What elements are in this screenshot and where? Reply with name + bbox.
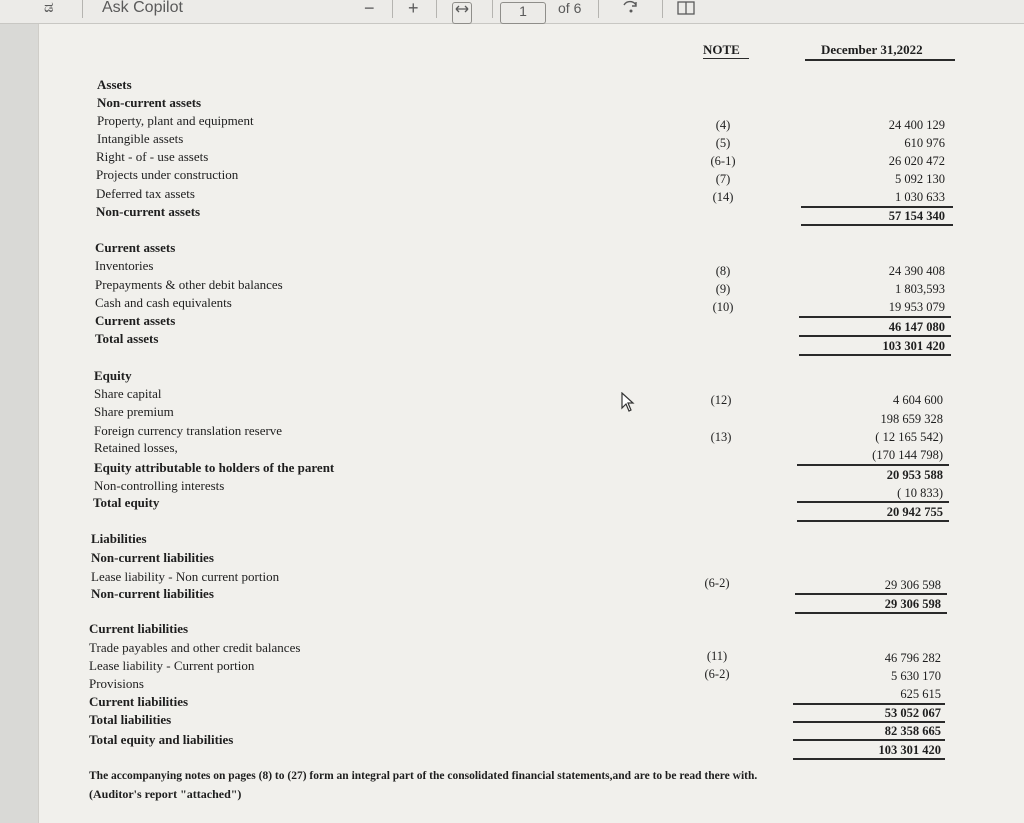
row-value: ( 10 833) — [897, 486, 943, 500]
section-title-liabilities: Liabilities — [91, 531, 147, 546]
row-value: 1 030 633 — [895, 190, 945, 204]
subtotal-value: 46 147 080 — [888, 320, 945, 334]
zoom-in-button[interactable]: + — [408, 0, 419, 18]
row-label: Property, plant and equipment — [97, 113, 254, 128]
row-label: Lease liability - Non current portion — [91, 569, 280, 584]
subtotal-label: Non-current assets — [96, 204, 201, 219]
row-note: (11) — [706, 649, 728, 663]
pdf-toolbar — [0, 0, 1024, 24]
subtotal-label: Current assets — [95, 313, 176, 328]
row-label: Prepayments & other debit balances — [95, 277, 283, 292]
row-value: 24 400 129 — [888, 118, 945, 132]
row-note: (14) — [712, 190, 734, 204]
row-label: Share premium — [94, 404, 174, 419]
row-note: (5) — [715, 136, 731, 150]
subsection-title: Current assets — [95, 240, 176, 255]
row-note: (6-2) — [704, 667, 730, 681]
subtotal-value: 53 052 067 — [884, 706, 941, 720]
fit-width-icon[interactable] — [452, 2, 472, 24]
row-label: Retained losses, — [94, 440, 178, 455]
page-number-input[interactable]: 1 — [500, 2, 546, 24]
subtotal-value: 57 154 340 — [888, 209, 945, 223]
page-view-icon[interactable] — [676, 0, 698, 22]
total-label: Total equity — [93, 495, 160, 510]
subtotal-value: 20 953 588 — [886, 468, 943, 482]
toolbar-divider — [492, 0, 493, 18]
toolbar-divider — [392, 0, 393, 18]
row-label: Provisions — [89, 676, 144, 691]
ask-copilot-button[interactable]: Ask Copilot — [102, 0, 183, 16]
total-rule — [799, 354, 951, 356]
row-note: (10) — [712, 300, 734, 314]
row-value: 198 659 328 — [880, 412, 943, 426]
section-title-assets: Assets — [97, 77, 132, 92]
mouse-cursor-icon — [621, 392, 635, 412]
section-title-equity: Equity — [94, 368, 132, 383]
header-underline — [805, 59, 955, 61]
row-value: 5 092 130 — [895, 172, 945, 186]
subsection-title: Non-current assets — [97, 95, 202, 110]
row-label: Projects under construction — [96, 167, 239, 182]
subtotal-rule — [801, 224, 953, 226]
header-underline — [703, 58, 749, 59]
subtotal-label: Non-current liabilities — [91, 586, 214, 601]
row-label: Inventories — [95, 258, 154, 273]
subtotal-rule — [797, 501, 949, 503]
row-note: (12) — [710, 393, 732, 407]
row-value: 26 020 472 — [888, 154, 945, 168]
subtotal-value: 29 306 598 — [884, 597, 941, 611]
row-value: 4 604 600 — [893, 393, 943, 407]
row-label: Lease liability - Current portion — [89, 658, 255, 673]
footer-note: The accompanying notes on pages (8) to (27) form an integral part of the consolidated financial statements,and are to be read there with. — [89, 770, 758, 782]
row-label: Trade payables and other credit balances — [89, 640, 301, 655]
toolbar-divider — [436, 0, 437, 18]
row-note: (4) — [715, 118, 731, 132]
subtotal-rule — [799, 316, 951, 318]
subtotal-label: Equity attributable to holders of the parent — [94, 460, 335, 475]
row-value: 625 615 — [900, 687, 941, 701]
row-value: 5 630 170 — [891, 669, 941, 683]
row-label: Non-controlling interests — [94, 478, 225, 493]
toolbar-divider — [598, 0, 599, 18]
total-label: Total assets — [95, 331, 159, 346]
row-note: (9) — [715, 282, 731, 296]
subsection-title: Current liabilities — [89, 621, 189, 636]
note-column-header: NOTE — [703, 42, 740, 57]
row-value: 29 306 598 — [884, 578, 941, 592]
row-value: 24 390 408 — [888, 264, 945, 278]
subtotal-rule — [799, 335, 951, 337]
total-label: Total liabilities — [89, 712, 172, 727]
row-value: (170 144 798) — [872, 448, 943, 462]
row-label: Right - of - use assets — [96, 149, 209, 164]
row-note: (6-2) — [704, 576, 730, 590]
rotate-icon[interactable] — [620, 0, 642, 22]
row-note: (7) — [715, 172, 731, 186]
row-value: 46 796 282 — [884, 651, 941, 665]
row-note: (8) — [715, 264, 731, 278]
page-count: of 6 — [558, 0, 582, 16]
footer-auditor-note: (Auditor's report "attached") — [89, 787, 242, 801]
subtotal-rule — [797, 464, 949, 466]
row-value: 1 803,593 — [895, 282, 945, 296]
subsection-title: Non-current liabilities — [91, 550, 214, 565]
row-note: (6-1) — [710, 154, 736, 168]
row-value: 19 953 079 — [888, 300, 945, 314]
document-page — [38, 24, 1024, 823]
total-value: 20 942 755 — [886, 505, 943, 519]
total-value: 82 358 665 — [884, 724, 941, 738]
row-label: Intangible assets — [97, 131, 184, 146]
total-rule — [793, 739, 945, 741]
subtotal-rule — [795, 612, 947, 614]
row-note: (13) — [710, 430, 732, 444]
read-aloud-icon[interactable]: ಡ — [44, 0, 54, 16]
grand-total-value: 103 301 420 — [878, 743, 941, 757]
row-value: 610 976 — [904, 136, 945, 150]
row-label: Share capital — [94, 386, 162, 401]
grand-total-label: Total equity and liabilities — [89, 732, 234, 747]
subtotal-rule — [795, 593, 947, 595]
grand-total-rule — [793, 758, 945, 760]
zoom-out-button[interactable]: − — [364, 0, 375, 18]
row-label: Cash and cash equivalents — [95, 295, 232, 310]
row-value: ( 12 165 542) — [875, 430, 943, 444]
date-column-header: December 31,2022 — [821, 42, 923, 57]
subtotal-label: Current liabilities — [89, 694, 189, 709]
total-rule — [797, 520, 949, 522]
total-value: 103 301 420 — [882, 339, 945, 353]
toolbar-divider — [662, 0, 663, 18]
row-label: Deferred tax assets — [96, 186, 195, 201]
row-label: Foreign currency translation reserve — [94, 423, 283, 438]
toolbar-divider — [82, 0, 83, 18]
